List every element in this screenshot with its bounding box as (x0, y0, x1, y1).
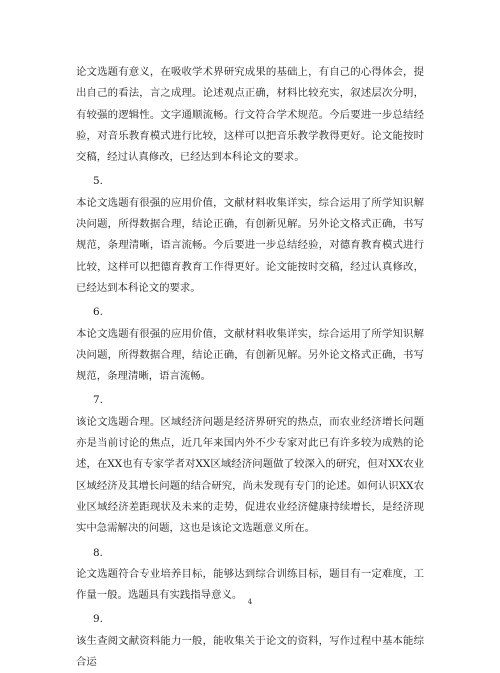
paragraph-text: 本论文选题有很强的应用价值，文献材料收集详实，综合运用了所学知识解决问题，所得数据合理，结论正确，有创新见解。另外论文格式正确，书写规范，条理清晰，语言流畅。今后要进一步总结经验，对德育教育模式进行比较，这样可以把德育教育工作得更好。论文能按时交稿，经过认真修改，已经达到本科论文的要求。 (76, 196, 424, 294)
item-number: 9. (93, 613, 103, 626)
item-number: 7. (93, 394, 103, 407)
item-number: 8. (93, 546, 103, 559)
paragraph-text: 本论文选题有很强的应用价值，文献材料收集详实，综合运用了所学知识解决问题，所得数据合理，结论正确，有创新见解。另外论文格式正确，书写规范，条理清晰，语言流畅。 (76, 327, 424, 383)
item-number: 5. (93, 175, 103, 188)
document-body (76, 62, 424, 673)
paragraph-text: 论文选题符合专业培养目标，能够达到综合训练目标，题目有一定难度，工作量一般。选题具有实践指导意义。 (76, 567, 424, 602)
page-number: 4 (247, 598, 253, 606)
paragraph-text: 该论文选题合理。区域经济问题是经济界研究的热点，而农业经济增长问题亦是当前讨论的焦点，近几年来国内外不少专家对此已有许多较为成熟的论述，在XX也有专家学者对XX区域经济问题做了较深入的研究，但对XX农业区域经济及其增长问题的结合研究，尚未发现有专门的论述。如何认识XX农业区域经济差距现状及未来的走势，促进农业经济健康持续增长，是经济现实中急需解决的问题，这也是该论文选题意义所在。 (76, 415, 424, 535)
paragraph-text: 该生查阅文献资料能力一般，能收集关于论文的资料，写作过程中基本能综合运 (76, 634, 424, 669)
item-number: 6. (93, 306, 103, 319)
paragraph-text: 论文选题有意义，在吸收学术界研究成果的基础上，有自己的心得体会，提出自己的看法，言之成理。论述观点正确，材料比较充实，叙述层次分明，有较强的逻辑性。文字通顺流畅。行文符合学术规范。今后要进一步总结经验，对音乐教育模式进行比较，这样可以把音乐教学教得更好。论文能按时交稿，经过认真修改，已经达到本科论文的要求。 (76, 66, 424, 164)
